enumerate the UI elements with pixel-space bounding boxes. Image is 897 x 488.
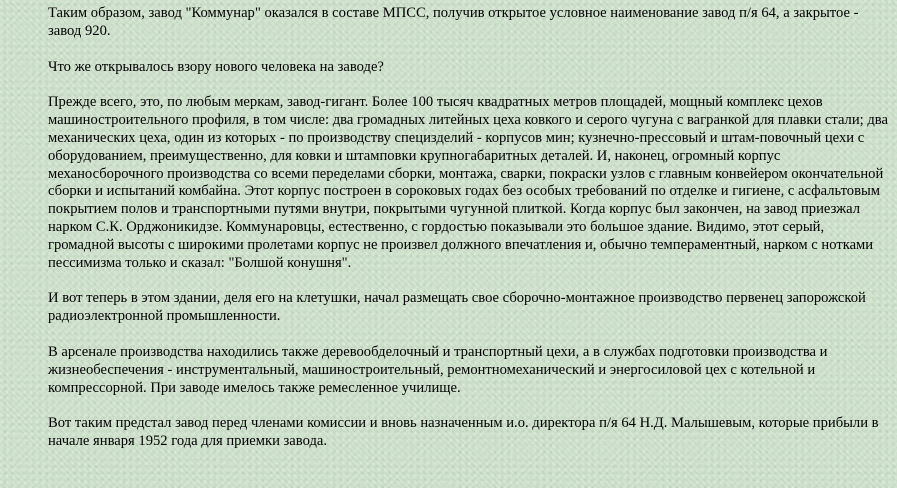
paragraph-radio-production: И вот теперь в этом здании, деля его на клетушки, начал размещать свое сборочно-монтажное производство первенец запорожской радиоэлектронной промышленности.	[48, 290, 866, 325]
paragraph-factory-name: Таким образом, завод "Коммунар" оказался в составе МПСС, получив открытое условное наименование завод п/я 64, а закрытое - завод 920.	[48, 5, 859, 39]
paragraph-question: Что же открывалось взору нового человека на заводе?	[48, 58, 384, 75]
paragraph-arsenal: В арсенале производства находились также деревообделочный и транспортный цехи, а в службах подготовки производства и жизнеобеспечения - инструментальный, машиностроительный, ремонтномеханический и энергосиловой цех с котельной и компрессорной. При заводе имелось также ремесленное училище.	[48, 343, 828, 396]
paragraph-factory-description: Прежде всего, это, по любым меркам, завод-гигант. Более 100 тысяч квадратных метров площадей, мощный комплекс цехов машиностроительного профиля, в том числе: два громадных литейных цеха ковкого и серого чугуна с вагранкой для плавки стали; два механических цеха, один из которых - по производству специзделий - корпусов мин; кузнечно-прессовый и штам-повочный цехи с оборудованием, преимущественно, для ковки и штамповки крупногабаритных деталей. И, наконец, огромный корпус механосборочного производства со всеми переделами сборки, монтажа, сварки, покраски узлов с главным конвейером окончательной сборки и испытаний комбайна. Этот корпус построен в сороковых годах без особых требований по отделке и гигиене, с асфальтовым покрытием полов и транспортными путями внутри, покрытыми чугунной плиткой. Когда корпус был закончен, на завод приезжал нарком С.К. Орджоникидзе. Коммунаровцы, естественно, с гордостью показывали это большое здание. Видимо, этот серый, громадной высоты с широкими пролетами корпус не произвел должного впечатления и, обычно темпераментный, нарком с нотками пессимизма только и сказал: "Болшой конушня".	[48, 94, 888, 271]
article-body	[48, 5, 890, 469]
paragraph-commission: Вот таким предстал завод перед членами комиссии и вновь назначенным и.о. директора п/я 64 Н.Д. Малышевым, которые прибыли в начале января 1952 года для приемки завода.	[48, 415, 879, 450]
